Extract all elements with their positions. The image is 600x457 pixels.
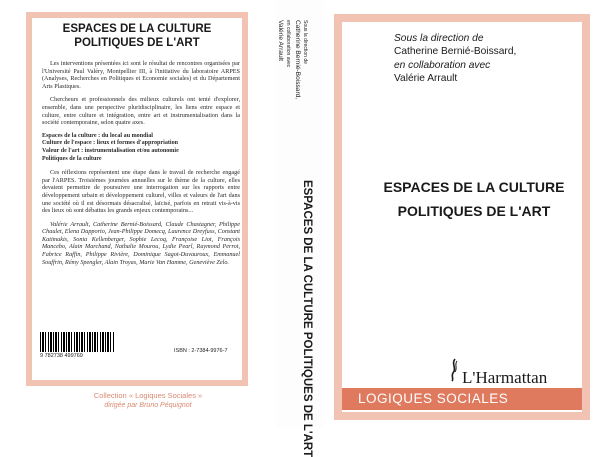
back-paragraph-1: Les interventions présentées ici sont le résultat de rencontres organisées par l'Université Paul Valéry, Montpellier III, à l'initiative du laboratoire ARPES (Analyses, Recherches en Politiques et Economie sociales) et du Département Arts Plastiques.	[42, 60, 240, 90]
collection-director: dirigée par Bruno Péquignot	[104, 402, 192, 409]
collection-name: Collection « Logiques Sociales »	[93, 391, 203, 400]
axis-item: Valeur de l'art : instrumentalisation et/ou autonomie	[42, 147, 179, 154]
authors-list: Valérie Arrault, Catherine Bernié-Boissard, Claude Chastagner, Philippe Chaulet, Elena Dapporto, Jean-Philippe Domecq, Laurence Dreyfuss, Constant Katimakis, Sonia Kellenberger, Sophie Lecoq, Françoise Liot, François Mancebo, Alain Marchand, Nathalie Mourou, Lydie Pearl, Raymond Perrot, Fabrice Raffin, Philippe Rivière, Dominique Sagot-Duvauroux, Emmanuel Souffrin, Rémy Spengler, Alain Troyas, Marie Van Hamme, Geneviève Zelo.	[42, 220, 240, 266]
front-title-line1: ESPACES DE LA CULTURE	[383, 179, 565, 195]
series-name: LOGIQUES SOCIALES	[358, 391, 509, 406]
barcode-bars	[40, 332, 114, 352]
collaborator-name: Valérie Arrault	[394, 73, 458, 85]
barcode	[40, 332, 120, 362]
back-paragraph-2: Chercheurs et professionnels des milieux culturels ont tenté d'explorer, ensemble, dans une perspective pluridisciplinaire, les liens entre espace et culture, entre culture et intégration, entre art et instrumentalisation dans la société contemporaine, selon quatre axes.	[42, 96, 240, 127]
spine-editor: Catherine Bernié-Boissard,	[293, 20, 301, 100]
axes-list	[42, 133, 240, 163]
axis-item: Politiques de la culture	[42, 155, 102, 162]
front-title	[364, 175, 584, 223]
editor-name: Catherine Bernié-Boissard,	[394, 46, 517, 58]
spine-credits	[275, 20, 309, 99]
collaboration-label: en collaboration avec	[394, 59, 491, 71]
publisher-name: L'Harmattan	[462, 368, 548, 387]
axis-item: Culture de l'espace : lieux et formes d'appropriation	[42, 140, 179, 147]
back-title-line2: POLITIQUES DE L'ART	[74, 37, 200, 49]
back-cover	[8, 4, 276, 424]
publisher-logo-icon	[448, 358, 460, 382]
front-cover	[328, 6, 596, 424]
back-title-line1: ESPACES DE LA CULTURE	[62, 23, 212, 35]
collection-info	[48, 391, 248, 411]
spine-title: ESPACES DE LA CULTURE POLITIQUES DE L'ART	[301, 180, 313, 457]
direction-label: Sous la direction de	[394, 33, 484, 44]
front-title-line2: POLITIQUES DE L'ART	[397, 203, 551, 219]
barcode-number: 9 782738 499769	[40, 353, 83, 359]
axis-item: Espaces de la culture : du local au mondial	[42, 132, 153, 139]
front-credits	[394, 32, 594, 86]
back-paragraph-3: Ces réflexions représentent une étape dans le travail de recherche engagé par l'ARPES. Troisièmes journées annuelles sur le thème de la culture, elles devaient permettre de poursuivre une interrogation sur les rapports entre développement urbain et développement culturel, villes et valeurs de l'art dans une société où il est désormais désacralisé, laïcisé, parfois en retrait vis-à-vis des lieux où sont débattus les grands enjeux contemporains...	[42, 169, 240, 215]
isbn: ISBN : 2-7384-9976-7	[174, 348, 228, 354]
back-cover-title	[32, 22, 242, 50]
spine-collaboration-label: en collaboration avec	[285, 20, 292, 68]
spine-collaborator: Valérie Arrault	[276, 20, 284, 61]
back-cover-text	[42, 60, 240, 266]
spine-direction-label: Sous la direction de	[302, 20, 308, 64]
